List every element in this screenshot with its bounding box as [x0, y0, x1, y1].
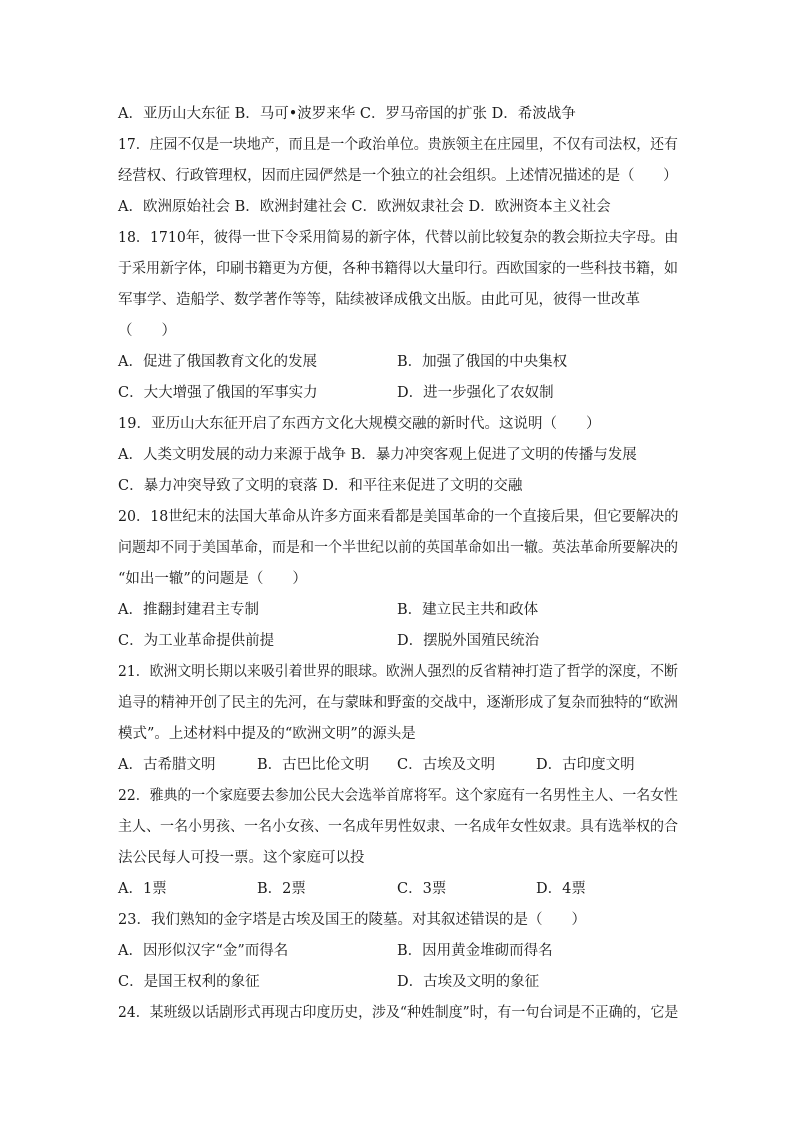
q18-stem-line-1: 18．1710年，彼得一世下令采用简易的新字体，代替以前比较复杂的教会斯拉夫字母。由: [118, 230, 679, 246]
q18-option-b: B．加强了俄国的中央集权: [397, 354, 568, 370]
q20-option-a: A．推翻封建君主专制: [118, 602, 259, 618]
q20-stem-line-1: 20．18世纪末的法国大革命从许多方面来看都是美国革命的一个直接后果，但它要解决的: [118, 509, 679, 525]
q22-option-d: D．4票: [536, 881, 586, 897]
q23-option-d: D．古埃及文明的象征: [397, 974, 540, 990]
q23-option-c: C．是国王权利的象征: [118, 974, 260, 990]
q22-option-c: C．3票: [397, 881, 447, 897]
q17-stem-line-1: 17．庄园不仅是一块地产，而且是一个政治单位。贵族领主在庄园里，不仅有司法权，还有: [118, 137, 678, 153]
q18-stem-line-2: 于采用新字体，印刷书籍更为方便，各种书籍得以大量印行。西欧国家的一些科技书籍，如: [118, 261, 678, 277]
q23-stem: 23．我们熟知的金字塔是古埃及国王的陵墓。对其叙述错误的是（ ）: [118, 912, 586, 928]
q18-option-c: C．大大增强了俄国的军事实力: [118, 385, 318, 401]
q18-stem-line-3: 军事学、造船学、数学著作等等，陆续被译成俄文出版。由此可见，彼得一世改革: [118, 292, 640, 308]
q17-options: A．欧洲原始社会 B．欧洲封建社会 C．欧洲奴隶社会 D．欧洲资本主义社会: [118, 199, 611, 215]
q20-option-b: B．建立民主共和政体: [397, 602, 539, 618]
q21-option-d: D．古印度文明: [536, 757, 635, 773]
q21-stem-line-2: 追寻的精神开创了民主的先河，在与蒙昧和野蛮的交战中，逐渐形成了复杂而独特的“欧洲: [118, 695, 678, 711]
q22-option-a: A．1票: [118, 881, 167, 897]
q19-options-cd: C．暴力冲突导致了文明的衰落 D．和平往来促进了文明的交融: [118, 478, 523, 494]
q24-stem-line-1: 24．某班级以话剧形式再现古印度历史，涉及“种姓制度”时，有一句台词是不正确的，它是: [118, 1005, 679, 1021]
q23-option-a: A．因形似汉字“金”而得名: [118, 943, 289, 959]
q22-stem-line-3: 法公民每人可投一票。这个家庭可以投: [118, 850, 365, 866]
q21-option-c: C．古埃及文明: [397, 757, 496, 773]
q21-stem-line-3: 模式”。上述材料中提及的“欧洲文明”的源头是: [118, 726, 416, 742]
q20-option-c: C．为工业革命提供前提: [118, 633, 275, 649]
q21-option-b: B．古巴比伦文明: [257, 757, 370, 773]
q22-stem-line-2: 主人、一名小男孩、一名小女孩、一名成年男性奴隶、一名成年女性奴隶。具有选举权的合: [118, 819, 678, 835]
q18-option-d: D．进一步强化了农奴制: [397, 385, 554, 401]
q16-options: A．亚历山大东征 B．马可•波罗来华 C．罗马帝国的扩张 D．希波战争: [118, 106, 576, 122]
q23-option-b: B．因用黄金堆砌而得名: [397, 943, 553, 959]
q21-stem-line-1: 21．欧洲文明长期以来吸引着世界的眼球。欧洲人强烈的反省精神打造了哲学的深度，不断: [118, 664, 678, 680]
q19-options-ab: A．人类文明发展的动力来源于战争 B．暴力冲突客观上促进了文明的传播与发展: [118, 447, 637, 463]
q22-option-b: B．2票: [257, 881, 306, 897]
q17-stem-line-2: 经营权、行政管理权，因而庄园俨然是一个独立的社会组织。上述情况描述的是（ ）: [118, 168, 678, 184]
q21-option-a: A．古希腊文明: [118, 757, 216, 773]
q18-option-a: A．促进了俄国教育文化的发展: [118, 354, 317, 370]
q20-stem-line-2: 问题却不同于美国革命，而是和一个半世纪以前的英国革命如出一辙。英法革命所要解决的: [118, 540, 678, 556]
q19-stem: 19．亚历山大东征开启了东西方文化大规模交融的新时代。这说明（ ）: [118, 416, 601, 432]
q20-option-d: D．摆脱外国殖民统治: [397, 633, 540, 649]
q22-stem-line-1: 22．雅典的一个家庭要去参加公民大会选举首席将军。这个家庭有一名男性主人、一名女性: [118, 788, 678, 804]
q18-stem-line-4: （ ）: [118, 323, 176, 339]
q20-stem-line-3: “如出一辙”的问题是（ ）: [118, 571, 307, 587]
